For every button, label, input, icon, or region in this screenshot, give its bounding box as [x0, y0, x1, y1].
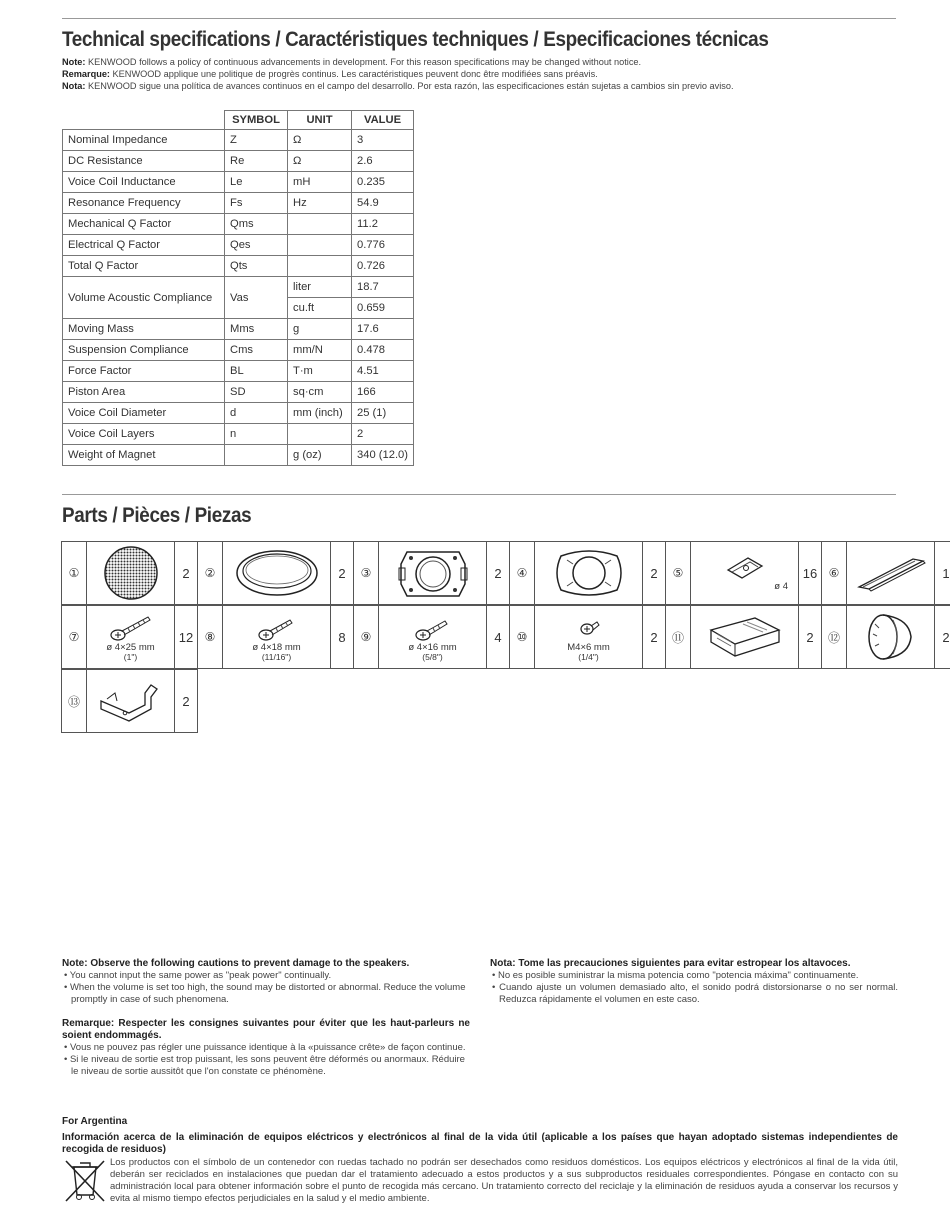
part-7 — [61, 605, 198, 669]
spec-row — [63, 235, 414, 256]
screw-size: ø 4×16 mm — [408, 641, 457, 653]
spec-unit: Ω — [288, 130, 352, 151]
part-quantity: 2 — [494, 565, 502, 581]
remarque-label: Remarque: — [62, 69, 110, 79]
spec-name: Force Factor — [63, 361, 225, 382]
spec-row — [63, 193, 414, 214]
screw-size: ø 4×18 mm — [252, 641, 301, 653]
argentina-section — [62, 1116, 898, 1205]
spec-name: Mechanical Q Factor — [63, 214, 225, 235]
spec-symbol: SD — [225, 382, 288, 403]
blank-header — [63, 111, 225, 130]
part-6 — [821, 541, 950, 605]
spec-row — [63, 277, 414, 298]
spec-unit: Hz — [288, 193, 352, 214]
caution-es-item: • No es posible suministrar la misma potencia como "potencia máxima" continuamente. — [492, 970, 859, 981]
argentina-text: Los productos con el símbolo de un contenedor con ruedas tachado no podrán ser desechados como residuos domésticos. Los equipos eléctricos y electrónicos al final de la vida útil, deberán ser reciclados en instalaciones que puedan dar el tratamiento adecuado a estos productos y a sus subproductos residuales correspondientes. Póngase en contacto con su administración local para obtener información sobre el punto de recogida más cercano. Un tratamiento correcto del reciclaje y la eliminación de residuos ayuda a conservar los recursos y evita al mismo tiempo efectos perjudiciales en la salud y el medio ambiente. — [110, 1157, 898, 1204]
spec-unit: mH — [288, 172, 352, 193]
speaker-grille-icon — [87, 542, 175, 604]
argentina-heading: Información acerca de la eliminación de equipos eléctricos y electrónicos al final de la vida útil (aplicable a los países que hayan adoptado sistemas independientes de recogida de residuos) — [62, 1132, 898, 1155]
part-number: ④ — [510, 542, 535, 604]
part-number: ① — [62, 542, 87, 604]
part-8 — [197, 605, 354, 669]
part-number: ⑬ — [62, 670, 87, 732]
spec-unit — [288, 214, 352, 235]
spec-unit: mm/N — [288, 340, 352, 361]
screw-size-inch: (1/4") — [578, 651, 599, 662]
part-number: ⑥ — [822, 542, 847, 604]
spec-name: Voice Coil Layers — [63, 424, 225, 445]
part-9 — [353, 605, 510, 669]
part-quantity: 1 — [942, 565, 950, 581]
spec-symbol: Qes — [225, 235, 288, 256]
spec-value: 0.659 — [352, 298, 414, 319]
spec-name: Total Q Factor — [63, 256, 225, 277]
spec-name: Piston Area — [63, 382, 225, 403]
note-text: KENWOOD follows a policy of continuous advancements in development. For this reason specifications may be changed without notice. — [85, 57, 642, 67]
part-11 — [665, 605, 822, 669]
spec-value: 3 — [352, 130, 414, 151]
spec-row — [63, 445, 414, 466]
specs-notes — [62, 56, 734, 92]
double-sided-tape-icon — [847, 542, 935, 604]
spec-unit — [288, 424, 352, 445]
part-number: ⑩ — [510, 606, 535, 668]
screw-icon — [379, 606, 487, 668]
spec-row — [63, 256, 414, 277]
clip-label: ø 4 — [774, 581, 788, 592]
caution-es-item: • Cuando ajuste un volumen demasiado alto, el sonido podrá distorsionarse o no ser normal. Reduzca rápidamente el volumen en este caso. — [492, 982, 898, 1005]
spec-name: DC Resistance — [63, 151, 225, 172]
spec-unit: sq·cm — [288, 382, 352, 403]
spec-name: Electrical Q Factor — [63, 235, 225, 256]
screw-size-inch: (11/16") — [261, 651, 292, 662]
part-number: ⑤ — [666, 542, 691, 604]
spec-row — [63, 214, 414, 235]
spec-symbol: Fs — [225, 193, 288, 214]
parts-row — [62, 542, 950, 606]
spec-symbol: n — [225, 424, 288, 445]
caution-fr-heading: Remarque: Respecter les consignes suivantes pour éviter que les haut-parleurs ne soient endommagés. — [62, 1018, 470, 1041]
spec-value: 340 (12.0) — [352, 445, 414, 466]
part-number: ⑨ — [354, 606, 379, 668]
caution-en-item: • When the volume is set too high, the sound may be distorted or abnormal. Reduce the volume promptly in case of such phenomena. — [64, 982, 466, 1005]
caution-es-heading: Nota: Tome las precauciones siguientes para evitar estropear los altavoces. — [490, 958, 851, 969]
tweeter-cup-icon — [847, 606, 935, 668]
spec-value: 0.776 — [352, 235, 414, 256]
screw-icon — [223, 606, 331, 668]
spec-name: Moving Mass — [63, 319, 225, 340]
mounting-bracket-icon — [87, 670, 175, 732]
parts-row — [62, 606, 950, 670]
caution-en-item: • You cannot input the same power as "peak power" continually. — [64, 970, 332, 981]
value-header: VALUE — [352, 111, 414, 130]
part-12 — [821, 605, 950, 669]
screw-size-inch: (5/8") — [422, 651, 443, 662]
part-quantity: 4 — [494, 629, 502, 645]
spec-row — [63, 340, 414, 361]
parts-grid — [62, 542, 950, 734]
screw-icon — [87, 606, 175, 668]
mid-rule — [62, 494, 896, 495]
unit-header: UNIT — [288, 111, 352, 130]
spec-unit: mm (inch) — [288, 403, 352, 424]
spec-value: 4.51 — [352, 361, 414, 382]
part-13 — [61, 669, 198, 733]
spec-value: 54.9 — [352, 193, 414, 214]
spec-name: Voice Coil Diameter — [63, 403, 225, 424]
spec-unit: g (oz) — [288, 445, 352, 466]
part-quantity: 2 — [182, 693, 190, 709]
parts-title: Parts / Pièces / Piezas — [62, 504, 252, 527]
nota-text: KENWOOD sigue una política de avances continuos en el campo del desarrollo. Por esta razón, las especificaciones están sujetas a cambios sin previo aviso. — [85, 81, 734, 91]
part-quantity: 2 — [182, 565, 190, 581]
note-label: Note: — [62, 57, 86, 67]
spec-row — [63, 172, 414, 193]
argentina-title: For Argentina — [62, 1116, 128, 1127]
spec-value: 0.478 — [352, 340, 414, 361]
spec-symbol: Vas — [225, 277, 288, 319]
spec-name: Resonance Frequency — [63, 193, 225, 214]
cautions-left — [62, 958, 470, 1078]
symbol-header: SYMBOL — [225, 111, 288, 130]
part-10 — [509, 605, 666, 669]
part-quantity: 2 — [338, 565, 346, 581]
caution-fr-item: • Si le niveau de sortie est trop puissant, les sons peuvent être déformés ou anormaux. Réduire le niveau de sortie aussitôt que l'on constate ce phénomène. — [64, 1054, 465, 1077]
part-3 — [353, 541, 510, 605]
spec-unit: liter — [288, 277, 352, 298]
part-number: ⑪ — [666, 606, 691, 668]
spec-name: Volume Acoustic Compliance — [63, 277, 225, 319]
screw-size-inch: (1") — [123, 651, 138, 662]
spec-unit: Ω — [288, 151, 352, 172]
spec-row — [63, 151, 414, 172]
oval-adapter-icon — [535, 542, 643, 604]
spec-name: Voice Coil Inductance — [63, 172, 225, 193]
top-rule — [62, 18, 896, 19]
parts-row — [62, 670, 950, 734]
caution-en-heading: Note: Observe the following cautions to prevent damage to the speakers. — [62, 958, 410, 969]
part-number: ⑫ — [822, 606, 847, 668]
spec-value: 18.7 — [352, 277, 414, 298]
spec-unit — [288, 256, 352, 277]
part-5 — [665, 541, 822, 605]
specs-title: Technical specifications / Caractéristiques techniques / Especificaciones técnicas — [62, 28, 769, 51]
screw-size: M4×6 mm — [567, 641, 610, 653]
part-number: ② — [198, 542, 223, 604]
spec-row — [63, 130, 414, 151]
spec-unit: T·m — [288, 361, 352, 382]
crossover-network-icon — [691, 606, 799, 668]
part-2 — [197, 541, 354, 605]
spec-value: 2 — [352, 424, 414, 445]
part-quantity: 2 — [942, 629, 950, 645]
spec-symbol: BL — [225, 361, 288, 382]
spec-unit: g — [288, 319, 352, 340]
spec-unit: cu.ft — [288, 298, 352, 319]
spec-symbol: Qts — [225, 256, 288, 277]
spec-symbol: Cms — [225, 340, 288, 361]
machine-screw-icon — [535, 606, 643, 668]
spec-value: 166 — [352, 382, 414, 403]
spec-value: 25 (1) — [352, 403, 414, 424]
part-quantity: 12 — [178, 629, 194, 645]
specs-table — [62, 110, 414, 466]
spec-value: 11.2 — [352, 214, 414, 235]
spec-value: 0.235 — [352, 172, 414, 193]
part-4 — [509, 541, 666, 605]
grille-ring-icon — [223, 542, 331, 604]
part-number: ③ — [354, 542, 379, 604]
spec-value: 2.6 — [352, 151, 414, 172]
spec-row — [63, 382, 414, 403]
spec-symbol — [225, 445, 288, 466]
nota-label: Nota: — [62, 81, 86, 91]
caution-fr-item: • Vous ne pouvez pas régler une puissance identique à la «puissance crête» de façon continue. — [64, 1042, 466, 1053]
spec-symbol: Mms — [225, 319, 288, 340]
spec-name: Nominal Impedance — [63, 130, 225, 151]
spec-name: Weight of Magnet — [63, 445, 225, 466]
screw-size: ø 4×25 mm — [106, 641, 155, 653]
cautions-right — [490, 958, 898, 1006]
spec-symbol: d — [225, 403, 288, 424]
part-quantity: 16 — [802, 565, 818, 581]
spec-symbol: Le — [225, 172, 288, 193]
crossed-bin-icon — [62, 1157, 108, 1203]
part-quantity: 2 — [650, 629, 658, 645]
clip-nut-icon — [691, 542, 799, 604]
remarque-text: KENWOOD applique une politique de progrès continus. Les caractéristiques peuvent donc être modifiées sans préavis. — [110, 69, 598, 79]
spec-value: 17.6 — [352, 319, 414, 340]
part-quantity: 8 — [338, 629, 346, 645]
spec-symbol: Z — [225, 130, 288, 151]
part-number: ⑦ — [62, 606, 87, 668]
spec-symbol: Re — [225, 151, 288, 172]
spec-row — [63, 361, 414, 382]
spec-symbol: Qms — [225, 214, 288, 235]
speaker-bracket-icon — [379, 542, 487, 604]
part-number: ⑧ — [198, 606, 223, 668]
spec-unit — [288, 235, 352, 256]
part-quantity: 2 — [806, 629, 814, 645]
spec-row — [63, 319, 414, 340]
spec-value: 0.726 — [352, 256, 414, 277]
part-quantity: 2 — [650, 565, 658, 581]
spec-row — [63, 424, 414, 445]
spec-name: Suspension Compliance — [63, 340, 225, 361]
part-1 — [61, 541, 198, 605]
spec-row — [63, 403, 414, 424]
